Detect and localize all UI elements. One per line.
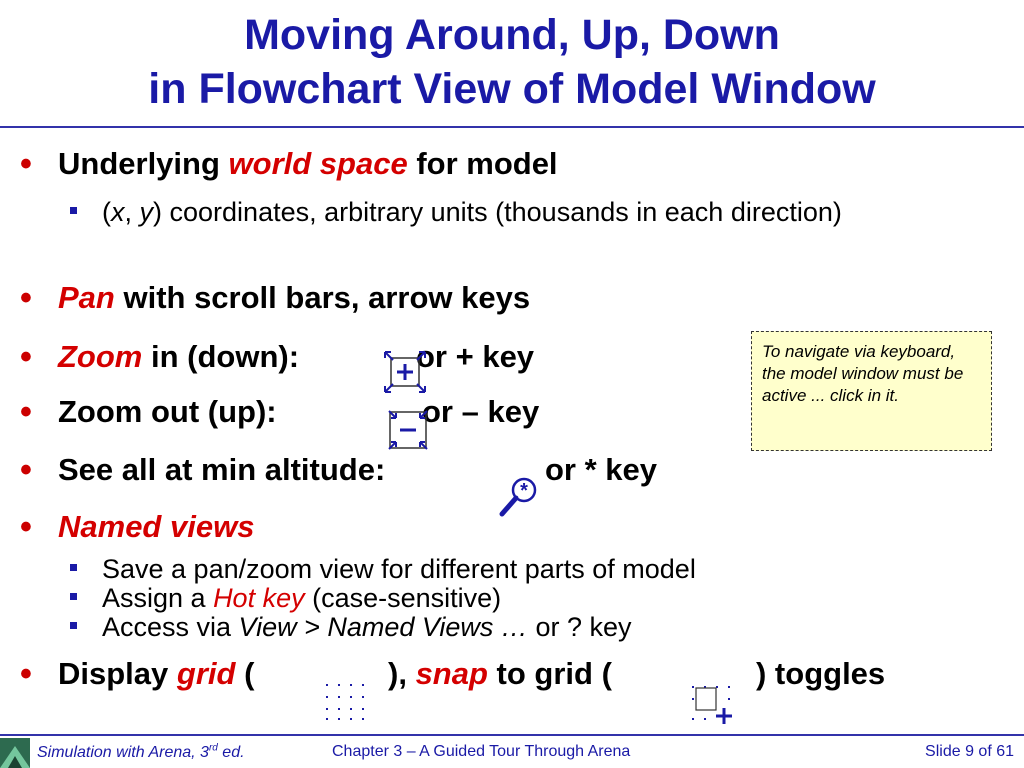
bullet-text: with scroll bars, arrow keys	[114, 280, 531, 315]
bullet-text: for model	[407, 146, 558, 181]
title-line-1: Moving Around, Up, Down	[244, 11, 780, 59]
x-var: x	[111, 197, 125, 227]
text: ) coordinates, arbitrary units (thousands in each direction)	[153, 197, 842, 227]
emphasis-hot-key: Hot key	[213, 583, 305, 613]
bullet-text: or + key	[416, 339, 535, 374]
svg-text:*: *	[520, 480, 528, 502]
keyboard-note: To navigate via keyboard, the model window must be active ... click in it.	[751, 331, 992, 451]
text: Assign a	[102, 583, 214, 613]
text: (	[102, 197, 111, 227]
menu-path: View > Named Views …	[238, 612, 528, 642]
bullet-text: (	[235, 656, 255, 691]
title-divider	[0, 126, 1024, 128]
bullet-text: Underlying	[58, 146, 229, 181]
bullet-text: or * key	[545, 452, 658, 487]
zoom-in-icon[interactable]	[383, 350, 427, 394]
snap-icon[interactable]	[688, 682, 740, 726]
bullet-text: ) toggles	[756, 656, 886, 691]
bullet-text: Zoom out (up):	[58, 394, 277, 429]
text: (case-sensitive)	[304, 583, 502, 613]
text: ,	[124, 197, 140, 227]
emphasis-world-space: world space	[228, 146, 408, 181]
text: rd	[208, 743, 218, 754]
emphasis-grid: grid	[176, 656, 236, 691]
bullet-dot: •	[20, 508, 32, 546]
bullet-dot: •	[20, 393, 32, 431]
bullet-text: or – key	[422, 394, 540, 429]
footer-divider	[0, 734, 1024, 736]
bullet-text: to grid (	[487, 656, 612, 691]
footer-chapter: Chapter 3 – A Guided Tour Through Arena	[332, 743, 631, 760]
bullet-dot: •	[20, 451, 32, 489]
bullet-dot: •	[20, 279, 32, 317]
sub-bullet-square	[70, 207, 77, 214]
emphasis-snap: snap	[415, 656, 488, 691]
arena-logo-icon	[0, 738, 30, 768]
bullet-dot: •	[20, 338, 32, 376]
text: Access via	[102, 612, 239, 642]
zoom-out-icon[interactable]	[386, 408, 430, 452]
bullet-text: ),	[388, 656, 416, 691]
text: or ? key	[527, 612, 632, 642]
emphasis-pan: Pan	[58, 280, 115, 315]
sub-bullet-square	[70, 622, 77, 629]
text: ed.	[217, 744, 245, 762]
grid-icon[interactable]	[322, 678, 374, 724]
bullet-text: in (down):	[142, 339, 300, 374]
footer-slide-number: Slide 9 of 61	[925, 743, 1014, 760]
emphasis-zoom: Zoom	[58, 339, 143, 374]
bullet-text: Display	[58, 656, 177, 691]
text: Save a pan/zoom view for different parts of model	[102, 554, 696, 584]
y-var: y	[139, 197, 154, 227]
bullet-text: See all at min altitude:	[58, 452, 386, 487]
title-line-2: in Flowchart View of Model Window	[148, 65, 876, 113]
emphasis-named-views: Named views	[58, 509, 255, 544]
text: Simulation with Arena, 3	[37, 744, 209, 762]
slide-title	[0, 8, 1024, 116]
sub-bullet-square	[70, 564, 77, 571]
sub-bullet-square	[70, 593, 77, 600]
bullet-dot: •	[20, 655, 32, 693]
view-all-icon[interactable]	[496, 474, 540, 518]
footer-book	[37, 743, 245, 762]
bullet-dot: •	[20, 145, 32, 183]
